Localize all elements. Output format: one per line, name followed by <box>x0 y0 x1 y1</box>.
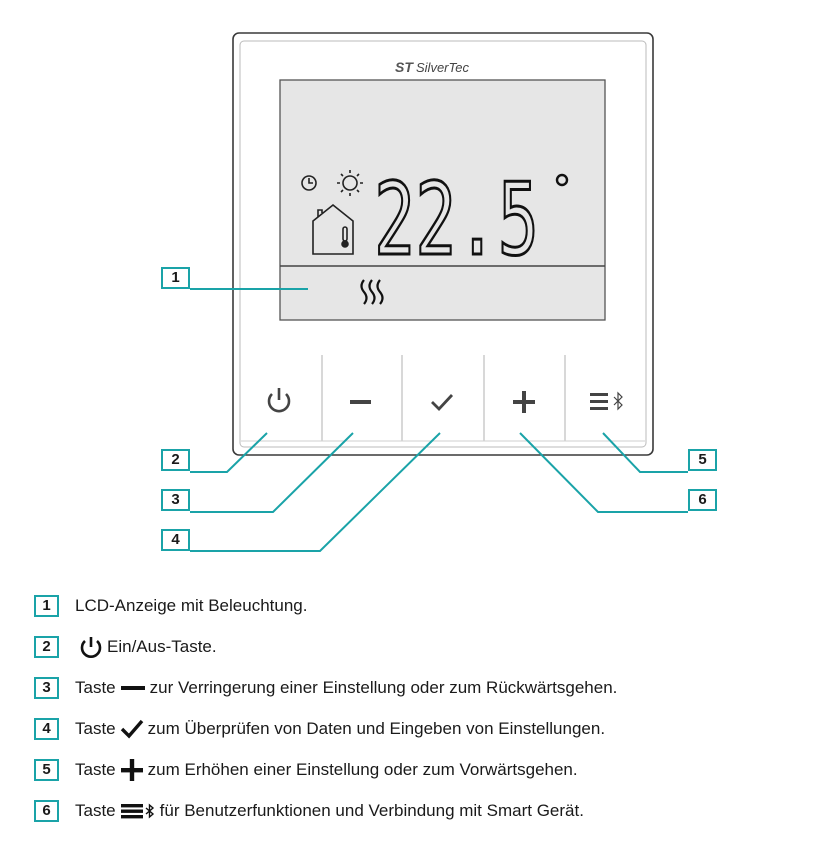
callout-3: 3 <box>161 489 190 511</box>
callout-2: 2 <box>161 449 190 471</box>
legend-number: 1 <box>34 595 59 617</box>
callout-1: 1 <box>161 267 190 289</box>
legend-number: 6 <box>34 800 59 822</box>
legend-number: 2 <box>34 636 59 658</box>
legend-item-5 <box>34 758 794 782</box>
legend-item-2 <box>34 635 794 659</box>
legend-text: Ein/Aus-Taste. <box>107 637 217 656</box>
legend-item-6 <box>34 799 794 823</box>
minus-icon <box>120 678 146 698</box>
callout-4: 4 <box>161 529 190 551</box>
legend-prefix: Taste <box>75 719 116 738</box>
legend-text: für Benutzerfunktionen und Verbindung mit Smart Gerät. <box>159 801 584 820</box>
legend-item-1 <box>34 594 794 618</box>
legend-text: zum Erhöhen einer Einstellung oder zum Vorwärtsgehen. <box>147 760 578 779</box>
legend-number: 5 <box>34 759 59 781</box>
legend-text: LCD-Anzeige mit Beleuchtung. <box>75 596 308 615</box>
plus-icon <box>120 758 144 782</box>
callout-5: 5 <box>688 449 717 471</box>
legend-prefix: Taste <box>75 678 116 697</box>
temperature-readout: 22.5 <box>374 161 539 278</box>
legend-number: 4 <box>34 718 59 740</box>
legend-item-3 <box>34 676 794 700</box>
legend-prefix: Taste <box>75 801 116 820</box>
brand-name: SilverTec <box>416 60 469 75</box>
legend-text: zum Überprüfen von Daten und Eingeben von Einstellungen. <box>147 719 606 738</box>
power-icon <box>79 635 103 659</box>
svg-text:ST: ST <box>395 59 413 75</box>
brand-logo <box>395 59 469 75</box>
menu-bluetooth-icon <box>120 800 156 822</box>
legend-prefix: Taste <box>75 760 116 779</box>
callout-6: 6 <box>688 489 717 511</box>
legend <box>34 594 794 840</box>
legend-item-4 <box>34 717 794 741</box>
check-icon <box>120 718 144 740</box>
minus-button[interactable] <box>350 400 371 404</box>
legend-number: 3 <box>34 677 59 699</box>
legend-text: zur Verringerung einer Einstellung oder zum Rückwärtsgehen. <box>149 678 618 697</box>
